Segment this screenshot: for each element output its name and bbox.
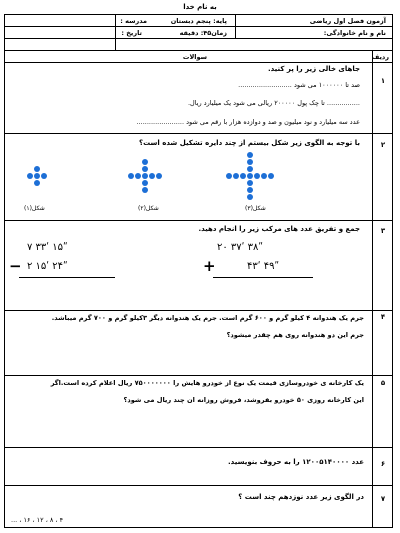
pattern-dot bbox=[254, 173, 260, 179]
pattern-dot bbox=[247, 180, 253, 186]
question-1-title: جاهای خالی زیر را پر کنید. bbox=[267, 65, 360, 73]
header-divider bbox=[5, 50, 392, 51]
addition-result-line bbox=[213, 277, 313, 278]
question-6-text: عدد ۱۲۰۰۵۱۴۰۰۰۰ را به حروف بنویسید. bbox=[228, 458, 364, 466]
addition-bottom-row: ۴۳ʹ ۴۹ʺ bbox=[247, 261, 280, 272]
header-divider bbox=[5, 26, 392, 27]
question-5-line-2: این کارخانه روزی ۵۰ خودرو بفروشد، فروش روزانه ان چند ریال می شود؟ bbox=[123, 396, 364, 404]
pattern-dot bbox=[240, 173, 246, 179]
question-1-line-1: صد تا ۱۰۰۰۰۰۰ می شود .......................... bbox=[238, 81, 360, 89]
header-column-divider bbox=[115, 15, 116, 50]
pattern-dot bbox=[142, 166, 148, 172]
pattern-dot bbox=[41, 173, 47, 179]
time-label: زمان۴۵: دقیقه bbox=[179, 29, 227, 37]
subtraction-bottom-row: ۲ ۱۵ʹ ۲۴ʺ bbox=[27, 261, 68, 272]
pattern-dot bbox=[149, 173, 155, 179]
figure-1-caption: شکل(۱) bbox=[24, 205, 45, 212]
header-divider bbox=[5, 62, 392, 63]
pattern-dot bbox=[233, 173, 239, 179]
exam-title: آزمون فصل اول ریاضی bbox=[309, 17, 386, 25]
question-number: ۶ bbox=[380, 460, 386, 468]
question-number: ۴ bbox=[380, 313, 386, 321]
questions-header: سوالات bbox=[182, 53, 207, 61]
name-label: نام و نام خانوادگی: bbox=[323, 29, 386, 37]
header-divider bbox=[5, 38, 392, 39]
grade-label: پایه: پنجم دبستان bbox=[170, 17, 227, 25]
question-5-line-1: یک کارخانه ی خودروسازی قیمت یک نوع از خودرو هایش را ۷۵۰۰۰۰۰۰۰ ریال اعلام کرده است.اگر bbox=[50, 379, 364, 387]
pattern-dot bbox=[247, 159, 253, 165]
pattern-dot bbox=[34, 166, 40, 172]
pattern-dot bbox=[128, 173, 134, 179]
subtraction-top-row: ۷ ۳۳ʹ ۱۵ʺ bbox=[27, 242, 68, 253]
exam-frame bbox=[4, 14, 393, 528]
pattern-dot bbox=[34, 173, 40, 179]
pattern-dot bbox=[142, 159, 148, 165]
top-title: به نام خدا bbox=[183, 3, 217, 11]
pattern-dot bbox=[261, 173, 267, 179]
addition-top-row: ۲۰ ۳۷ʹ ۳۸ʺ bbox=[217, 242, 263, 253]
question-1-line-2: ................ تا چک پول ۲۰۰۰۰۰ ریالی می شود یک میلیارد ریال. bbox=[187, 99, 360, 107]
row-divider bbox=[5, 375, 392, 376]
pattern-dot bbox=[247, 194, 253, 200]
question-4-line-2: جرم این دو هندوانه روی هم چقدر میشود؟ bbox=[226, 331, 364, 339]
pattern-dot bbox=[27, 173, 33, 179]
question-number: ۱ bbox=[380, 77, 386, 85]
question-number: ۷ bbox=[380, 495, 386, 503]
figure-2-caption: شکل(۲) bbox=[138, 205, 159, 212]
question-number: ۵ bbox=[380, 379, 386, 387]
header-column-divider bbox=[235, 15, 236, 38]
question-3-title: جمع و تفریق عدد های مرکب زیر را انجام دهید. bbox=[198, 225, 360, 233]
pattern-dot bbox=[135, 173, 141, 179]
pattern-dot bbox=[247, 166, 253, 172]
pattern-dot bbox=[34, 180, 40, 186]
school-label: مدرسه : bbox=[120, 17, 147, 25]
question-7-sequence: ۴ ، ۸ ، ۱۲ ، ۱۶ ، ... bbox=[11, 516, 64, 524]
pattern-dot bbox=[226, 173, 232, 179]
question-7-title: در الگوی زیر عدد نوزدهم چند است ؟ bbox=[238, 493, 364, 501]
row-divider bbox=[5, 485, 392, 486]
question-2-title: با توجه به الگوی زیر شکل بیستم از چند دایره تشکیل شده است؟ bbox=[139, 139, 360, 147]
subtraction-result-line bbox=[19, 277, 115, 278]
pattern-dot bbox=[156, 173, 162, 179]
row-divider bbox=[5, 447, 392, 448]
pattern-dot bbox=[247, 173, 253, 179]
pattern-dot bbox=[142, 173, 148, 179]
pattern-dot bbox=[142, 187, 148, 193]
question-number: ۳ bbox=[380, 227, 386, 235]
pattern-dot bbox=[247, 187, 253, 193]
pattern-dot bbox=[268, 173, 274, 179]
plus-sign: + bbox=[203, 257, 216, 275]
row-number-column-divider bbox=[372, 50, 373, 527]
row-divider bbox=[5, 133, 392, 134]
pattern-dot bbox=[142, 180, 148, 186]
question-4-line-1: جرم یک هندوانه ۴ کیلو گرم و ۶۰۰ گرم است. جرم یک هندوانه دیگر ۳کیلو گرم و ۷۰۰ گرم میباشد. bbox=[51, 314, 364, 322]
row-divider bbox=[5, 220, 392, 221]
row-divider bbox=[5, 310, 392, 311]
pattern-dot bbox=[247, 152, 253, 158]
row-header: ردیف bbox=[371, 53, 389, 61]
figure-3-caption: شکل(۳) bbox=[245, 205, 266, 212]
question-number: ۲ bbox=[380, 141, 386, 149]
date-label: تاریخ : bbox=[121, 29, 142, 37]
minus-sign: − bbox=[9, 257, 22, 275]
question-1-line-3: عدد سه میلیارد و نود میلیون و صد و دوازده هزار با رقم می شود ....................... bbox=[136, 118, 360, 126]
